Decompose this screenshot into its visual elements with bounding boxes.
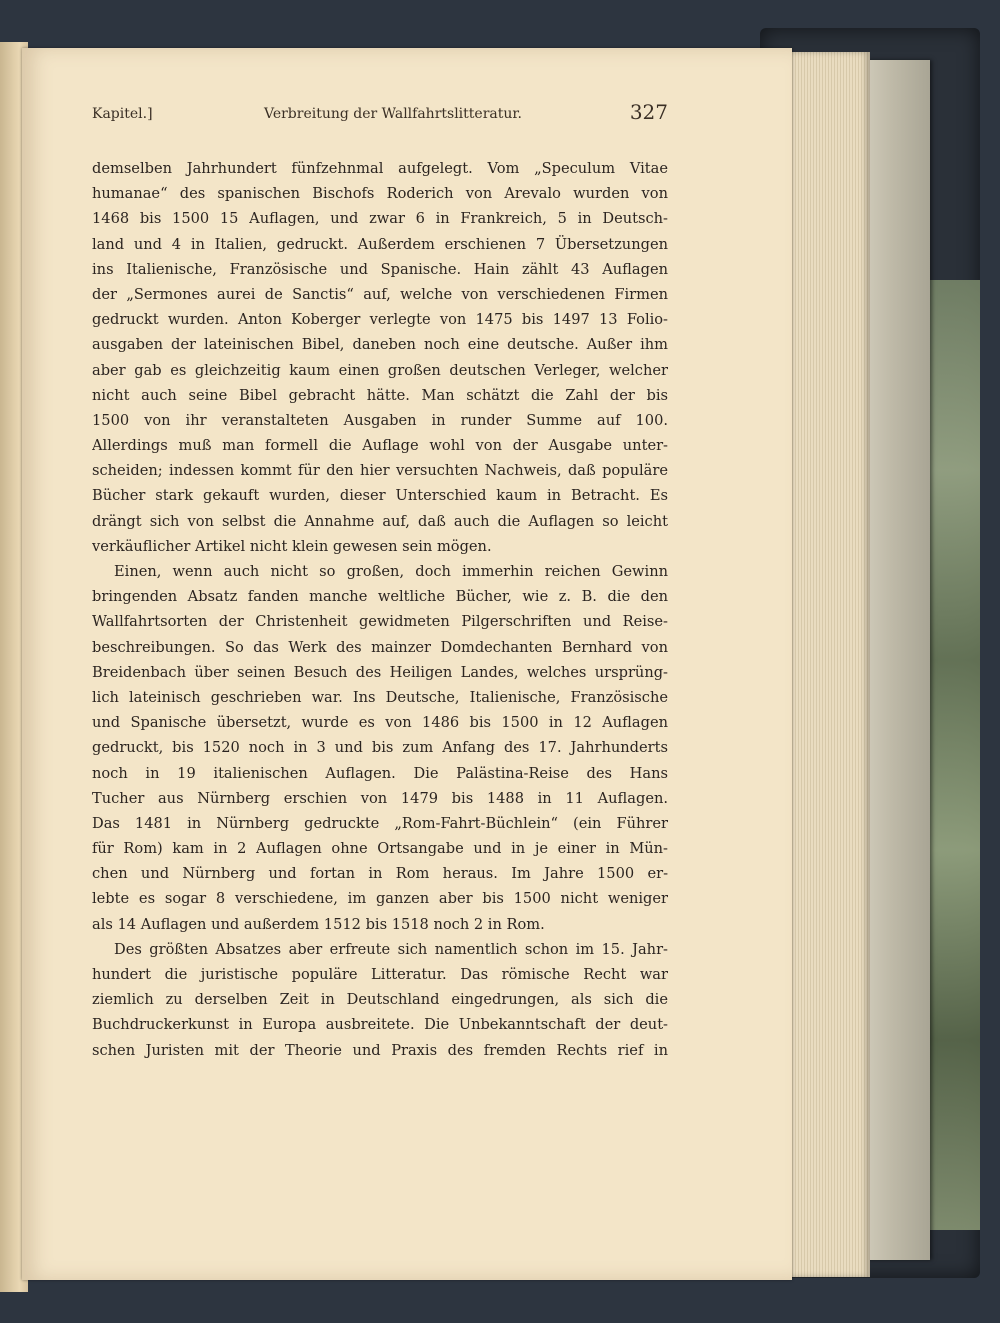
text-line: aber gab es gleichzeitig kaum einen großen deutschen Verleger, welcher [92,361,668,379]
text-line: Buchdruckerkunst in Europa ausbreitete. Die Unbekanntschaft der deut- [92,1016,668,1034]
chapter-label: Kapitel.] [92,106,153,122]
text-line: verkäuflicher Artikel nicht klein gewesen sein mögen. [92,537,492,555]
text-line: lebte es sogar 8 verschiedene, im ganzen aber bis 1500 nicht weniger [92,890,668,908]
text-line: hundert die juristische populäre Litteratur. Das römische Recht war [92,966,668,983]
text-line: land und 4 in Italien, gedruckt. Außerdem erschienen 7 Übersetzungen [92,235,668,253]
text-line: als 14 Auflagen und außerdem 1512 bis 1518 noch 2 in Rom. [92,915,545,933]
text-line: drängt sich von selbst die Annahme auf, daß auch die Auflagen so leicht [92,512,668,530]
text-line: 1500 von ihr veranstalteten Ausgaben in runder Summe auf 100. [92,411,668,429]
text-line: Wallfahrtsorten der Christenheit gewidmeten Pilgerschriften und Reise- [92,613,668,631]
text-block-edge [865,60,930,1260]
text-line: 1468 bis 1500 15 Auflagen, und zwar 6 in Frankreich, 5 in Deutsch- [92,210,668,228]
text-line: gedruckt wurden. Anton Koberger verlegte von 1475 bis 1497 13 Folio- [92,311,668,329]
text-line: Einen, wenn auch nicht so großen, doch immerhin reichen Gewinn [114,563,668,580]
text-line: scheiden; indessen kommt für den hier versuchten Nachweis, daß populäre [92,462,668,480]
running-title: Verbreitung der Wallfahrtslitteratur. [264,106,522,122]
text-line: lich lateinisch geschrieben war. Ins Deutsche, Italienische, Französische [92,688,668,706]
text-line: ziemlich zu derselben Zeit in Deutschland eingedrungen, als sich die [92,991,668,1009]
text-line: humanae“ des spanischen Bischofs Roderich von Arevalo wurden von [92,185,668,203]
page-stack-edge [790,52,870,1277]
text-line: ins Italienische, Französische und Spanische. Hain zählt 43 Auflagen [92,260,668,278]
text-line: beschreibungen. So das Werk des mainzer Domdechanten Bernhard von [92,638,668,656]
text-line: ausgaben der lateinischen Bibel, daneben noch eine deutsche. Außer ihm [92,336,668,354]
text-line: Bücher stark gekauft wurden, dieser Unterschied kaum in Betracht. Es [92,487,668,505]
text-line: Breidenbach über seinen Besuch des Heiligen Landes, welches ursprüng- [92,663,668,681]
page-number: 327 [629,100,668,124]
text-line: Das 1481 in Nürnberg gedruckte „Rom-Fahrt-Büchlein“ (ein Führer [92,814,668,832]
text-line: bringenden Absatz fanden manche weltliche Bücher, wie z. B. die den [92,588,668,606]
text-line: chen und Nürnberg und fortan in Rom heraus. Im Jahre 1500 er- [92,865,668,883]
text-line: und Spanische übersetzt, wurde es von 1486 bis 1500 in 12 Auflagen [92,714,668,732]
text-line: Des größten Absatzes aber erfreute sich namentlich schon im 15. Jahr- [114,940,668,958]
text-line: schen Juristen mit der Theorie und Praxis des fremden Rechts rief in [92,1041,668,1059]
text-line: gedruckt, bis 1520 noch in 3 und bis zum Anfang des 17. Jahrhunderts [92,739,668,757]
text-line: der „Sermones aurei de Sanctis“ auf, welche von verschiedenen Firmen [92,285,668,303]
running-header [92,100,668,130]
text-line: noch in 19 italienischen Auflagen. Die Palästina-Reise des Hans [92,764,668,782]
text-line: Tucher aus Nürnberg erschien von 1479 bis 1488 in 11 Auflagen. [92,789,668,807]
text-line: Allerdings muß man formell die Auflage wohl von der Ausgabe unter- [92,437,668,455]
text-line: demselben Jahrhundert fünfzehnmal aufgelegt. Vom „Speculum Vitae [92,160,668,177]
body-text [92,156,668,1063]
text-line: für Rom) kam in 2 Auflagen ohne Ortsangabe und in je einer in Mün- [92,840,668,858]
text-line: nicht auch seine Bibel gebracht hätte. Man schätzt die Zahl der bis [92,386,668,404]
